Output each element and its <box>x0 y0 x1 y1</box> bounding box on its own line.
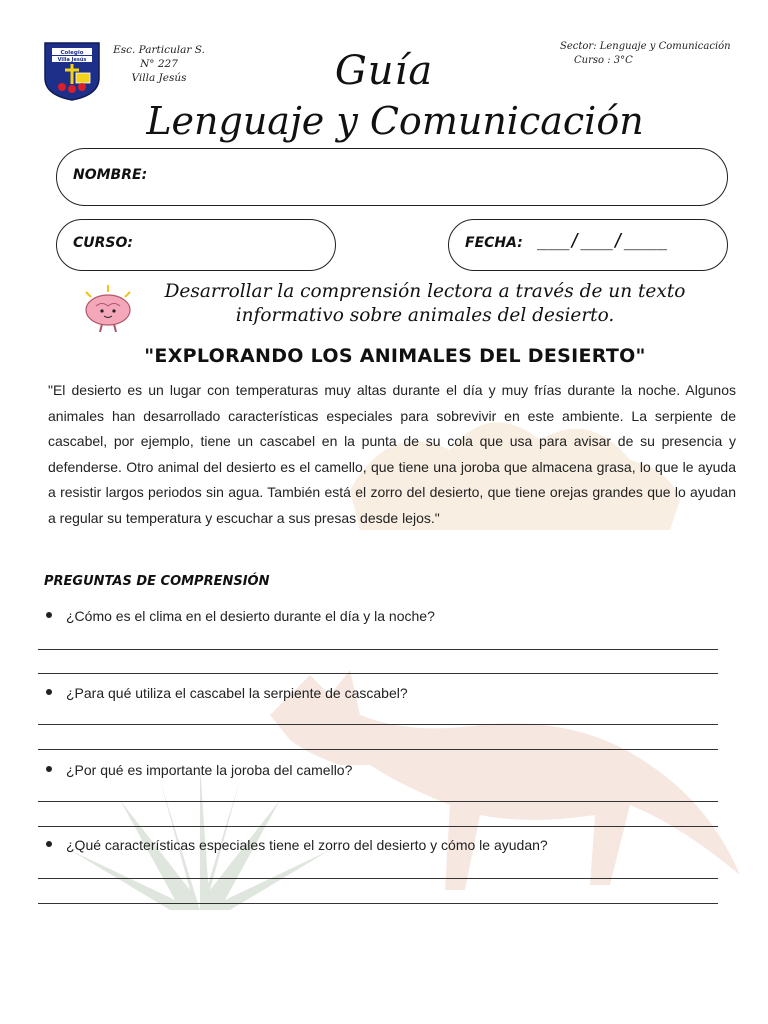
bullet-icon <box>46 766 52 772</box>
answer-line[interactable] <box>38 801 718 802</box>
question-1 <box>46 608 435 624</box>
name-field[interactable] <box>56 148 728 206</box>
date-blank: ___/___/____ <box>537 230 668 251</box>
reading-title: "EXPLORANDO LOS ANIMALES DEL DESIERTO" <box>144 345 646 367</box>
answer-line[interactable] <box>38 826 718 827</box>
bullet-icon <box>46 689 52 695</box>
page-subtitle: Lenguaje y Comunicación <box>146 99 644 143</box>
date-field[interactable] <box>448 219 728 271</box>
logo-text-2: Villa Jesús <box>57 57 87 63</box>
question-4 <box>46 837 548 853</box>
answer-line[interactable] <box>38 649 718 650</box>
school-line-3: Villa Jesús <box>131 72 187 84</box>
course-line: Curso : 3°C <box>574 55 633 66</box>
page-title: Guía <box>334 48 434 94</box>
name-label: NOMBRE: <box>73 167 148 183</box>
agave-watermark-icon <box>60 760 340 910</box>
school-line-2: N° 227 <box>140 58 178 70</box>
logo-text-1: Colegio <box>60 50 84 56</box>
objective-text: Desarrollar la comprensión lectora a través de un texto informativo sobre animales del desierto. <box>164 281 686 326</box>
question-3 <box>46 762 352 778</box>
date-label: FECHA: <box>465 235 523 251</box>
question-text: ¿Para qué utiliza el cascabel la serpiente de cascabel? <box>66 685 408 701</box>
answer-line[interactable] <box>38 878 718 879</box>
question-2 <box>46 685 408 701</box>
question-text: ¿Por qué es importante la joroba del camello? <box>66 762 353 778</box>
bullet-icon <box>46 612 52 618</box>
answer-line[interactable] <box>38 749 718 750</box>
school-line-1: Esc. Particular S. <box>113 44 205 56</box>
answer-line[interactable] <box>38 903 718 904</box>
questions-title: PREGUNTAS DE COMPRENSIÓN <box>44 574 270 589</box>
bullet-icon <box>46 841 52 847</box>
reading-text: "El desierto es un lugar con temperaturas muy altas durante el día y muy frías durante la noche. Algunos animales han desarrollado características especiales para sobrevivir en este ambiente. La serpiente de cascabel, por ejemplo, tiene un cascabel en la punta de su cola que usa para avisar de su presencia y defenderse. Otro animal del desierto es el camello, que tiene una joroba que almacena grasa, lo que le ayuda a resistir largos periodos sin agua. También está el zorro del desierto, que tiene orejas grandes que lo ayudan a regular su temperatura y escuchar a sus presas desde lejos." <box>48 382 736 526</box>
answer-line[interactable] <box>38 724 718 725</box>
question-text: ¿Qué características especiales tiene el zorro del desierto y cómo le ayudan? <box>66 837 548 853</box>
answer-line[interactable] <box>38 673 718 674</box>
question-text: ¿Cómo es el clima en el desierto durante el día y la noche? <box>66 608 435 624</box>
course-label: CURSO: <box>73 235 134 251</box>
sector-line: Sector: Lenguaje y Comunicación <box>560 41 731 52</box>
course-field[interactable] <box>56 219 336 271</box>
